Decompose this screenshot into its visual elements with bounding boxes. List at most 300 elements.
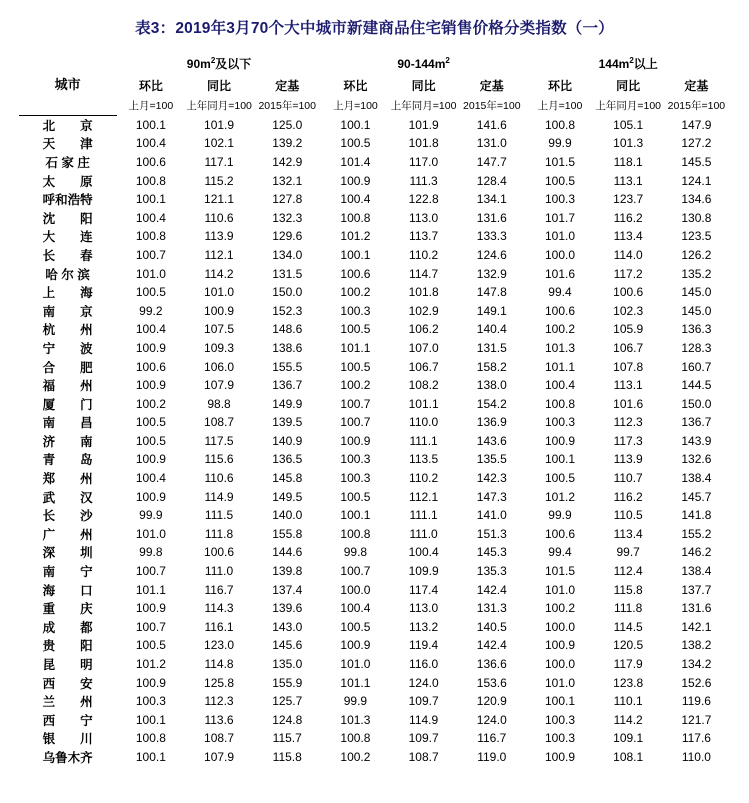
value-cell: 133.3 bbox=[476, 229, 507, 244]
city-name: 厦 门 bbox=[42, 397, 93, 412]
value-cell: 155.8 bbox=[272, 526, 303, 541]
value-cell: 101.0 bbox=[204, 285, 235, 300]
value-cell: 100.2 bbox=[135, 396, 166, 411]
value-cell: 130.8 bbox=[681, 210, 712, 225]
value-cell: 99.4 bbox=[548, 545, 572, 560]
value-cell: 145.0 bbox=[681, 303, 712, 318]
value-cell: 125.0 bbox=[272, 117, 303, 132]
value-cell: 110.2 bbox=[409, 471, 439, 486]
value-cell: 114.9 bbox=[409, 712, 439, 727]
value-cell: 102.1 bbox=[204, 136, 235, 151]
city-name: 南 昌 bbox=[42, 416, 93, 431]
value-cell: 101.3 bbox=[544, 340, 575, 355]
value-cell: 152.3 bbox=[272, 303, 303, 318]
value-cell: 119.6 bbox=[681, 694, 711, 709]
value-cell: 160.7 bbox=[681, 359, 712, 374]
value-cell: 121.1 bbox=[204, 192, 235, 207]
header-base-2-0: 上月=100 bbox=[537, 100, 583, 112]
header-measure-1-0: 环比 bbox=[343, 78, 368, 93]
value-cell: 100.9 bbox=[340, 433, 371, 448]
value-cell: 100.8 bbox=[135, 229, 166, 244]
value-cell: 116.7 bbox=[477, 731, 507, 746]
city-name: 哈 尔 滨 bbox=[45, 267, 90, 282]
value-cell: 115.8 bbox=[272, 749, 302, 764]
value-cell: 100.8 bbox=[135, 173, 166, 188]
value-cell: 117.1 bbox=[204, 154, 234, 169]
value-cell: 99.2 bbox=[139, 303, 163, 318]
value-cell: 112.1 bbox=[409, 489, 439, 504]
value-cell: 100.4 bbox=[340, 192, 371, 207]
header-group-2 bbox=[526, 52, 731, 74]
table-row bbox=[19, 283, 731, 302]
city-name: 太 原 bbox=[42, 174, 93, 189]
value-cell: 110.2 bbox=[409, 247, 439, 262]
city-name: 北 京 bbox=[42, 118, 93, 133]
table-row bbox=[19, 692, 731, 711]
value-cell: 144.5 bbox=[681, 378, 712, 393]
value-cell: 123.0 bbox=[204, 638, 235, 653]
value-cell: 111.3 bbox=[409, 173, 438, 188]
value-cell: 158.2 bbox=[476, 359, 507, 374]
value-cell: 100.6 bbox=[613, 285, 644, 300]
header-row-groups bbox=[19, 52, 731, 74]
value-cell: 100.0 bbox=[340, 582, 371, 597]
city-name: 南 宁 bbox=[42, 565, 93, 580]
table-row bbox=[19, 636, 731, 655]
value-cell: 100.0 bbox=[544, 247, 575, 262]
value-cell: 120.9 bbox=[476, 694, 507, 709]
table-row bbox=[19, 506, 731, 525]
header-base-0-2: 2015年=100 bbox=[258, 100, 316, 112]
value-cell: 110.6 bbox=[204, 471, 234, 486]
value-cell: 113.2 bbox=[409, 619, 439, 634]
city-name: 天 津 bbox=[42, 137, 93, 152]
table-row bbox=[19, 562, 731, 581]
value-cell: 101.6 bbox=[613, 396, 644, 411]
value-cell: 141.6 bbox=[476, 117, 507, 132]
value-cell: 113.9 bbox=[613, 452, 643, 467]
value-cell: 100.6 bbox=[340, 266, 371, 281]
value-cell: 100.5 bbox=[135, 433, 166, 448]
header-base-2-2: 2015年=100 bbox=[667, 100, 726, 112]
value-cell: 125.8 bbox=[204, 675, 235, 690]
city-name: 石 家 庄 bbox=[45, 155, 90, 170]
value-cell: 111.1 bbox=[409, 433, 438, 448]
value-cell: 131.5 bbox=[272, 266, 303, 281]
value-cell: 101.1 bbox=[544, 359, 575, 374]
value-cell: 99.9 bbox=[548, 136, 572, 151]
table-row bbox=[19, 171, 731, 190]
value-cell: 100.3 bbox=[340, 471, 371, 486]
value-cell: 147.7 bbox=[476, 154, 507, 169]
city-name: 沈 阳 bbox=[42, 211, 93, 226]
value-cell: 112.4 bbox=[613, 564, 643, 579]
value-cell: 100.3 bbox=[544, 192, 575, 207]
value-cell: 101.3 bbox=[613, 136, 644, 151]
value-cell: 135.3 bbox=[476, 564, 507, 579]
value-cell: 106.7 bbox=[408, 359, 439, 374]
value-cell: 116.0 bbox=[409, 657, 439, 672]
value-cell: 106.7 bbox=[613, 340, 644, 355]
value-cell: 112.3 bbox=[204, 694, 234, 709]
header-measure-1-2: 定基 bbox=[479, 78, 504, 93]
value-cell: 141.0 bbox=[476, 508, 507, 523]
value-cell: 99.9 bbox=[139, 508, 163, 523]
value-cell: 100.3 bbox=[340, 452, 371, 467]
value-cell: 100.2 bbox=[340, 749, 371, 764]
value-cell: 113.0 bbox=[409, 210, 439, 225]
value-cell: 140.5 bbox=[476, 619, 507, 634]
value-cell: 100.1 bbox=[135, 192, 166, 207]
value-cell: 100.2 bbox=[340, 378, 371, 393]
value-cell: 111.1 bbox=[409, 508, 438, 523]
value-cell: 143.9 bbox=[681, 433, 712, 448]
header-row-bases bbox=[19, 96, 731, 115]
value-cell: 108.7 bbox=[204, 415, 235, 430]
table-row bbox=[19, 543, 731, 562]
value-cell: 100.8 bbox=[340, 210, 371, 225]
value-cell: 139.6 bbox=[272, 601, 303, 616]
price-index-table bbox=[19, 52, 731, 766]
value-cell: 114.0 bbox=[613, 247, 643, 262]
table-row bbox=[19, 227, 731, 246]
value-cell: 100.5 bbox=[544, 471, 575, 486]
header-group-1-label: 90-144m bbox=[397, 56, 446, 71]
value-cell: 140.4 bbox=[476, 322, 507, 337]
value-cell: 101.2 bbox=[135, 657, 166, 672]
value-cell: 138.0 bbox=[476, 378, 507, 393]
value-cell: 132.9 bbox=[476, 266, 507, 281]
value-cell: 142.3 bbox=[476, 471, 507, 486]
table-row bbox=[19, 469, 731, 488]
value-cell: 100.5 bbox=[135, 285, 166, 300]
value-cell: 110.5 bbox=[613, 508, 643, 523]
value-cell: 147.9 bbox=[681, 117, 712, 132]
value-cell: 114.2 bbox=[204, 266, 234, 281]
value-cell: 102.3 bbox=[613, 303, 644, 318]
header-base-0-0: 上月=100 bbox=[128, 100, 174, 112]
city-name: 郑 州 bbox=[42, 472, 93, 487]
value-cell: 132.1 bbox=[272, 173, 303, 188]
value-cell: 144.6 bbox=[272, 545, 303, 560]
value-cell: 145.8 bbox=[272, 471, 303, 486]
table-row bbox=[19, 413, 731, 432]
value-cell: 113.4 bbox=[613, 526, 643, 541]
value-cell: 124.8 bbox=[272, 712, 303, 727]
value-cell: 119.0 bbox=[477, 749, 507, 764]
header-base-1-2: 2015年=100 bbox=[463, 100, 521, 112]
header-group-0-label: 90m bbox=[186, 56, 211, 71]
value-cell: 101.8 bbox=[408, 285, 439, 300]
value-cell: 114.5 bbox=[613, 619, 643, 634]
value-cell: 134.6 bbox=[681, 192, 712, 207]
value-cell: 109.7 bbox=[408, 731, 439, 746]
value-cell: 135.2 bbox=[681, 266, 712, 281]
value-cell: 146.2 bbox=[681, 545, 712, 560]
header-group-0 bbox=[117, 52, 322, 74]
value-cell: 109.7 bbox=[408, 694, 439, 709]
value-cell: 100.5 bbox=[340, 489, 371, 504]
value-cell: 111.5 bbox=[204, 508, 234, 523]
header-measure-0-1: 同比 bbox=[207, 78, 232, 93]
value-cell: 100.1 bbox=[340, 247, 371, 262]
value-cell: 139.8 bbox=[272, 564, 303, 579]
value-cell: 115.7 bbox=[272, 731, 302, 746]
value-cell: 145.3 bbox=[476, 545, 507, 560]
value-cell: 100.9 bbox=[544, 749, 575, 764]
value-cell: 117.6 bbox=[681, 731, 711, 746]
value-cell: 115.6 bbox=[204, 452, 234, 467]
value-cell: 134.0 bbox=[272, 247, 303, 262]
value-cell: 115.2 bbox=[204, 173, 234, 188]
value-cell: 110.1 bbox=[613, 694, 643, 709]
value-cell: 106.2 bbox=[408, 322, 439, 337]
value-cell: 123.7 bbox=[613, 192, 644, 207]
value-cell: 100.5 bbox=[340, 619, 371, 634]
value-cell: 111.8 bbox=[204, 526, 234, 541]
header-group-2-label: 144m bbox=[598, 56, 630, 71]
value-cell: 100.2 bbox=[544, 322, 575, 337]
value-cell: 147.3 bbox=[476, 489, 507, 504]
table-row bbox=[19, 599, 731, 618]
value-cell: 114.8 bbox=[204, 657, 234, 672]
value-cell: 117.2 bbox=[613, 266, 643, 281]
value-cell: 100.7 bbox=[340, 415, 371, 430]
value-cell: 122.8 bbox=[408, 192, 439, 207]
value-cell: 145.5 bbox=[681, 154, 712, 169]
value-cell: 151.3 bbox=[476, 526, 507, 541]
value-cell: 100.9 bbox=[340, 173, 371, 188]
value-cell: 101.0 bbox=[544, 675, 575, 690]
value-cell: 124.6 bbox=[476, 247, 507, 262]
value-cell: 113.5 bbox=[409, 452, 439, 467]
value-cell: 143.6 bbox=[476, 433, 507, 448]
value-cell: 137.7 bbox=[681, 582, 712, 597]
header-group-2-sup: 2 bbox=[629, 55, 634, 65]
value-cell: 100.7 bbox=[135, 619, 166, 634]
value-cell: 153.6 bbox=[476, 675, 507, 690]
value-cell: 152.6 bbox=[681, 675, 712, 690]
value-cell: 100.0 bbox=[544, 619, 575, 634]
city-name: 宁 波 bbox=[42, 341, 93, 356]
value-cell: 101.0 bbox=[340, 657, 371, 672]
value-cell: 100.3 bbox=[135, 694, 166, 709]
value-cell: 124.1 bbox=[681, 173, 712, 188]
value-cell: 155.5 bbox=[272, 359, 303, 374]
value-cell: 145.6 bbox=[272, 638, 303, 653]
value-cell: 131.5 bbox=[476, 340, 507, 355]
header-group-2-tail: 以上 bbox=[633, 56, 658, 71]
value-cell: 136.6 bbox=[476, 657, 507, 672]
value-cell: 100.3 bbox=[340, 303, 371, 318]
value-cell: 149.5 bbox=[272, 489, 303, 504]
value-cell: 117.5 bbox=[204, 433, 234, 448]
value-cell: 116.2 bbox=[613, 210, 643, 225]
city-name: 海 口 bbox=[42, 583, 93, 598]
value-cell: 100.1 bbox=[340, 117, 371, 132]
city-name: 广 州 bbox=[42, 527, 93, 542]
value-cell: 102.9 bbox=[408, 303, 439, 318]
value-cell: 100.7 bbox=[340, 396, 371, 411]
table-body bbox=[19, 115, 731, 766]
value-cell: 98.8 bbox=[207, 396, 231, 411]
table-row bbox=[19, 208, 731, 227]
city-name: 长 春 bbox=[42, 248, 93, 263]
city-name: 青 岛 bbox=[42, 453, 93, 468]
value-cell: 100.9 bbox=[135, 601, 166, 616]
value-cell: 119.4 bbox=[409, 638, 439, 653]
value-cell: 142.9 bbox=[272, 154, 303, 169]
table-row bbox=[19, 432, 731, 451]
value-cell: 148.6 bbox=[272, 322, 303, 337]
table-row bbox=[19, 190, 731, 209]
city-name: 呼和浩特 bbox=[42, 193, 93, 208]
value-cell: 107.8 bbox=[613, 359, 644, 374]
value-cell: 100.8 bbox=[340, 731, 371, 746]
value-cell: 136.5 bbox=[272, 452, 303, 467]
city-name: 西 安 bbox=[42, 676, 93, 691]
value-cell: 134.2 bbox=[681, 657, 712, 672]
city-name: 杭 州 bbox=[42, 323, 93, 338]
value-cell: 100.3 bbox=[544, 731, 575, 746]
value-cell: 100.3 bbox=[544, 712, 575, 727]
value-cell: 131.0 bbox=[476, 136, 507, 151]
city-name: 银 川 bbox=[42, 732, 93, 747]
header-group-1 bbox=[321, 52, 526, 74]
value-cell: 100.6 bbox=[135, 154, 166, 169]
table-row bbox=[19, 580, 731, 599]
value-cell: 123.5 bbox=[681, 229, 712, 244]
header-base-0-1: 上年同月=100 bbox=[186, 100, 252, 112]
header-base-1-0: 上月=100 bbox=[333, 100, 378, 112]
header-group-0-tail: 及以下 bbox=[215, 56, 252, 71]
value-cell: 155.9 bbox=[272, 675, 303, 690]
value-cell: 100.5 bbox=[340, 359, 371, 374]
value-cell: 135.0 bbox=[272, 657, 303, 672]
value-cell: 132.3 bbox=[272, 210, 303, 225]
value-cell: 118.1 bbox=[613, 154, 643, 169]
value-cell: 117.0 bbox=[409, 154, 439, 169]
value-cell: 101.5 bbox=[544, 564, 575, 579]
value-cell: 116.7 bbox=[204, 582, 234, 597]
city-name: 成 都 bbox=[42, 620, 93, 635]
value-cell: 142.1 bbox=[681, 619, 712, 634]
value-cell: 154.2 bbox=[476, 396, 507, 411]
city-name: 武 汉 bbox=[42, 490, 93, 505]
value-cell: 101.1 bbox=[135, 582, 166, 597]
value-cell: 101.0 bbox=[544, 582, 575, 597]
value-cell: 99.9 bbox=[343, 694, 368, 709]
value-cell: 145.0 bbox=[681, 285, 712, 300]
value-cell: 101.3 bbox=[340, 712, 371, 727]
value-cell: 100.1 bbox=[544, 452, 575, 467]
value-cell: 120.5 bbox=[613, 638, 644, 653]
table-row bbox=[19, 357, 731, 376]
value-cell: 109.3 bbox=[204, 340, 235, 355]
table-header bbox=[19, 52, 731, 115]
value-cell: 100.9 bbox=[544, 638, 575, 653]
value-cell: 147.8 bbox=[476, 285, 507, 300]
header-measure-2-1: 同比 bbox=[616, 78, 641, 93]
value-cell: 100.4 bbox=[408, 545, 439, 560]
value-cell: 105.1 bbox=[613, 117, 644, 132]
value-cell: 136.9 bbox=[476, 415, 507, 430]
value-cell: 124.0 bbox=[408, 675, 439, 690]
value-cell: 100.9 bbox=[135, 378, 166, 393]
value-cell: 100.1 bbox=[135, 117, 166, 132]
value-cell: 100.1 bbox=[340, 508, 371, 523]
value-cell: 101.1 bbox=[340, 675, 371, 690]
value-cell: 100.9 bbox=[135, 452, 166, 467]
value-cell: 101.7 bbox=[544, 210, 575, 225]
table-row bbox=[19, 525, 731, 544]
value-cell: 135.5 bbox=[476, 452, 507, 467]
value-cell: 100.4 bbox=[135, 471, 166, 486]
value-cell: 100.6 bbox=[135, 359, 166, 374]
value-cell: 117.4 bbox=[409, 582, 439, 597]
header-group-0-sup: 2 bbox=[210, 55, 216, 65]
value-cell: 100.4 bbox=[544, 378, 575, 393]
city-name: 贵 阳 bbox=[42, 639, 93, 654]
city-name: 大 连 bbox=[42, 230, 93, 245]
value-cell: 99.8 bbox=[343, 545, 368, 560]
value-cell: 139.5 bbox=[272, 415, 303, 430]
value-cell: 100.5 bbox=[340, 136, 371, 151]
value-cell: 99.7 bbox=[616, 545, 640, 560]
value-cell: 113.1 bbox=[613, 378, 643, 393]
value-cell: 125.7 bbox=[272, 694, 303, 709]
table-row bbox=[19, 748, 731, 767]
value-cell: 138.2 bbox=[681, 638, 712, 653]
value-cell: 100.3 bbox=[544, 415, 575, 430]
value-cell: 107.0 bbox=[408, 340, 439, 355]
value-cell: 100.9 bbox=[135, 489, 166, 504]
value-cell: 139.2 bbox=[272, 136, 303, 151]
value-cell: 113.1 bbox=[613, 173, 643, 188]
city-name: 乌鲁木齐 bbox=[42, 750, 93, 765]
table-row bbox=[19, 376, 731, 395]
header-measure-0-0: 环比 bbox=[138, 78, 163, 93]
value-cell: 100.6 bbox=[544, 526, 575, 541]
value-cell: 113.4 bbox=[613, 229, 643, 244]
value-cell: 100.1 bbox=[135, 712, 166, 727]
value-cell: 100.7 bbox=[340, 564, 371, 579]
value-cell: 142.4 bbox=[476, 582, 507, 597]
value-cell: 116.1 bbox=[204, 619, 234, 634]
value-cell: 109.1 bbox=[613, 731, 644, 746]
header-group-1-sup: 2 bbox=[445, 55, 450, 65]
table-row bbox=[19, 673, 731, 692]
value-cell: 109.9 bbox=[408, 564, 439, 579]
value-cell: 101.0 bbox=[544, 229, 575, 244]
value-cell: 106.0 bbox=[204, 359, 235, 374]
value-cell: 100.4 bbox=[135, 210, 166, 225]
value-cell: 100.9 bbox=[135, 340, 166, 355]
city-name: 重 庆 bbox=[42, 602, 93, 617]
value-cell: 100.5 bbox=[135, 415, 166, 430]
value-cell: 101.6 bbox=[544, 266, 575, 281]
value-cell: 150.0 bbox=[681, 396, 712, 411]
value-cell: 138.4 bbox=[681, 564, 712, 579]
value-cell: 145.7 bbox=[681, 489, 712, 504]
value-cell: 101.9 bbox=[204, 117, 235, 132]
value-cell: 99.8 bbox=[139, 545, 163, 560]
value-cell: 101.5 bbox=[544, 154, 575, 169]
table-row bbox=[19, 264, 731, 283]
value-cell: 99.4 bbox=[548, 285, 572, 300]
city-name: 西 宁 bbox=[42, 713, 93, 728]
table-row bbox=[19, 450, 731, 469]
